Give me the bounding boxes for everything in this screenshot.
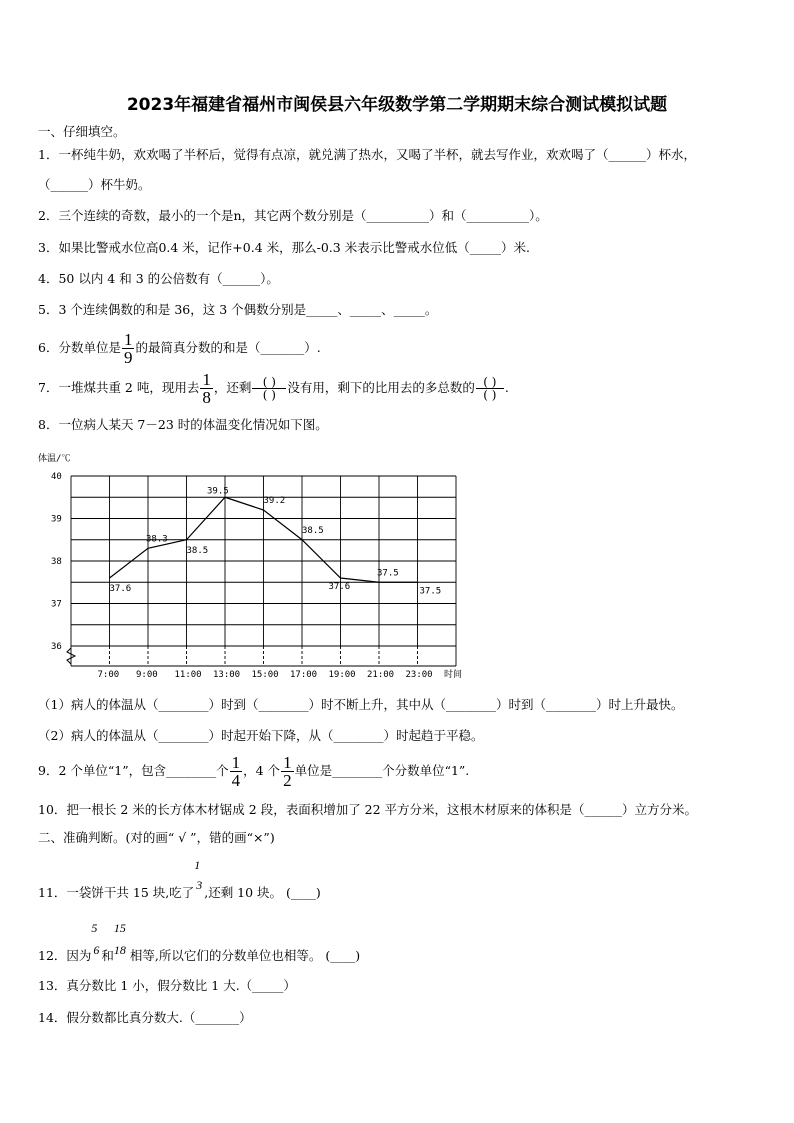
question-12-text-b: 和 [101, 948, 114, 963]
question-12-text-a: 12．因为 [38, 948, 92, 963]
chart-y-ticks [51, 472, 62, 652]
temperature-line-chart [30, 446, 480, 682]
question-9-text-b: ，4 个 [243, 763, 281, 778]
question-8-part-1: （1）病人的体温从（________）时到（________）时不断上升，其中从（________）时到（________）时上升最快。 [38, 697, 684, 712]
section-fill-blanks: 一、仔细填空。 [38, 124, 126, 139]
blank-fraction-1 [252, 376, 286, 401]
chart-data-labels [110, 486, 442, 596]
fraction-numerator: 1 [194, 858, 201, 872]
fraction-denominator: 2 [283, 771, 292, 790]
x-tick-label: 15:00 [251, 670, 279, 680]
y-tick-label: 37 [51, 599, 62, 610]
fraction-denominator: 3 [196, 878, 203, 892]
question-7 [38, 370, 509, 406]
x-tick-label: 11:00 [174, 670, 202, 680]
y-tick-label: 38 [51, 557, 62, 567]
data-label: 39.2 [263, 496, 286, 506]
fraction-denominator: 6 [93, 943, 100, 957]
fraction-denominator: ( ) [262, 388, 276, 402]
fraction-1-9 [122, 331, 135, 366]
fraction-numerator: 1 [123, 330, 133, 349]
question-7-text-a: 7．一堆煤共重 2 吨，现用去 [38, 380, 200, 395]
question-6-text-a: 6．分数单位是 [38, 340, 121, 355]
fraction-1-2 [281, 754, 294, 789]
y-tick-label: 39 [51, 514, 62, 525]
fraction-numerator: 1 [283, 753, 292, 772]
data-label: 38.3 [146, 534, 168, 545]
question-11-fraction [194, 858, 204, 897]
fraction-numerator: 15 [113, 921, 126, 935]
question-10: 10．把一根长 2 米的长方体木材锯成 2 段，表面积增加了 22 平方分米，这根木材原来的体积是（______）立方分米。 [38, 802, 698, 817]
question-4: 4．50 以内 4 和 3 的公倍数有（______）。 [38, 271, 279, 286]
x-tick-label: 17:00 [290, 670, 318, 680]
question-1-line-1: 1．一杯纯牛奶，欢欢喝了半杯后，觉得有点凉，就兑满了热水，又喝了半杯，就去写作业，欢欢喝了（______）杯水， [38, 147, 696, 162]
question-12-fraction-2 [113, 921, 130, 960]
fraction-numerator: 1 [231, 753, 241, 772]
question-6 [38, 330, 321, 366]
data-label: 38.5 [186, 545, 209, 556]
y-tick-label: 40 [51, 472, 62, 482]
fraction-numerator: ( ) [252, 376, 286, 389]
data-label: 37.5 [377, 568, 399, 579]
fraction-numerator: 1 [202, 370, 211, 389]
section-judgement: 二、准确判断。(对的画“ √ ”，错的画“×”) [38, 830, 275, 845]
data-label: 37.5 [419, 586, 442, 597]
x-tick-label: 23:00 [405, 670, 433, 680]
question-13: 13．真分数比 1 小，假分数比 1 大.（_____） [38, 978, 296, 993]
question-7-text-d: . [504, 380, 509, 395]
data-label: 37.6 [328, 582, 351, 592]
question-9-text-a: 9．2 个单位“1”，包含________个 [38, 763, 229, 778]
question-7-text-c: 没有用，剩下的比用去的多总数的 [287, 380, 475, 395]
question-11-text-b: ,还剩 10 块。 (____) [204, 885, 321, 900]
question-14: 14．假分数都比真分数大.（_______） [38, 1010, 252, 1025]
question-9-text-c: 单位是________个分数单位“1”. [294, 763, 470, 778]
question-3: 3．如果比警戒水位高0.4 米，记作+0.4 米，那么-0.3 米表示比警戒水位低（_____）米. [38, 240, 530, 255]
blank-fraction-2 [476, 376, 504, 401]
question-7-text-b: ，还剩 [213, 380, 252, 395]
data-label: 38.5 [302, 525, 324, 536]
question-11-text-a: 11．一袋饼干共 15 块,吃了 [38, 885, 195, 900]
question-8-part-2: （2）病人的体温从（________）时起开始下降，从（________）时起趋于平稳。 [38, 728, 484, 743]
fraction-denominator: 4 [231, 771, 241, 790]
question-6-text-b: 的最简真分数的和是（_______）. [135, 340, 321, 355]
y-tick-label: 36 [51, 642, 62, 652]
fraction-denominator: ( ) [483, 388, 497, 402]
question-8: 8．一位病人某天 7－23 时的体温变化情况如下图。 [38, 417, 328, 432]
data-label: 37.6 [109, 584, 132, 594]
x-tick-label: 7:00 [97, 670, 120, 680]
fraction-numerator: 5 [91, 921, 98, 935]
question-1-line-2: （______）杯牛奶。 [38, 177, 151, 192]
question-11 [38, 858, 321, 901]
question-12-fraction-1 [91, 921, 101, 960]
question-12 [38, 921, 361, 964]
fraction-denominator: 8 [202, 388, 211, 407]
fraction-numerator: ( ) [476, 376, 504, 389]
fraction-denominator: 9 [123, 348, 133, 367]
chart-x-ticks [98, 670, 433, 680]
fraction-1-8 [200, 371, 213, 406]
fraction-denominator: 18 [113, 943, 126, 957]
x-tick-label: 9:00 [136, 670, 158, 680]
question-12-text-c: 相等,所以它们的分数单位也相等。 (____) [129, 948, 361, 963]
fraction-1-4 [230, 754, 243, 789]
x-tick-label: 21:00 [367, 670, 395, 680]
chart-x-axis-label: 时间 [444, 670, 463, 680]
question-9 [38, 752, 469, 790]
data-label: 39.5 [207, 486, 229, 497]
page-title: 2023年福建省福州市闽侯县六年级数学第二学期期末综合测试模拟试题 [126, 95, 668, 115]
question-5: 5．3 个连续偶数的和是 36，这 3 个偶数分别是_____、_____、_____。 [38, 302, 438, 317]
chart-y-axis-label: 体温/℃ [38, 454, 71, 464]
x-tick-label: 13:00 [213, 670, 241, 680]
x-tick-label: 19:00 [328, 670, 356, 680]
question-2: 2．三个连续的奇数，最小的一个是n，其它两个数分别是（__________）和（__________）。 [38, 208, 548, 223]
